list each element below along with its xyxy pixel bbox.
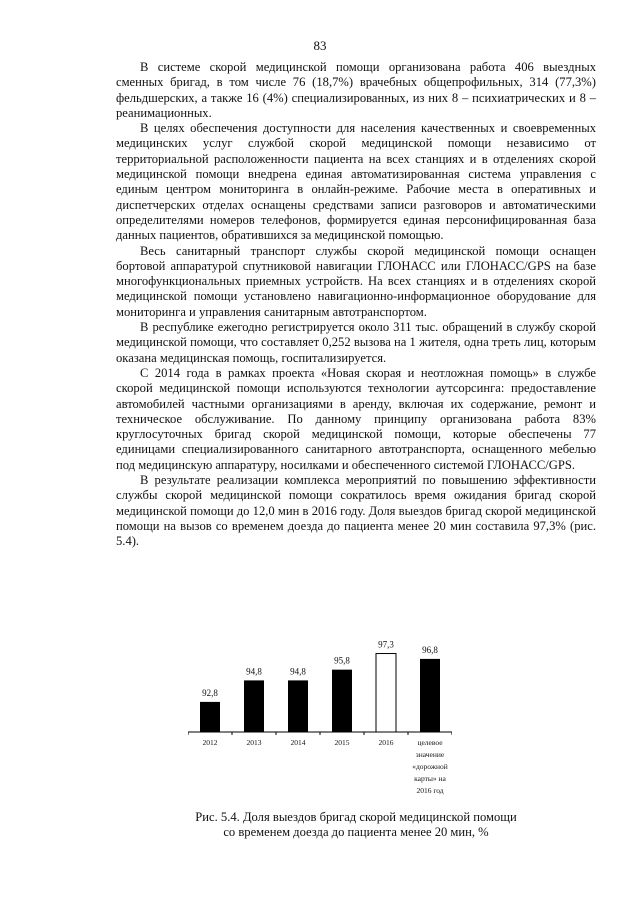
paragraph-results: В результате реализации комплекса мероприятий по повышению эффективности службы скорой медицинской помощи сократилось время ожидания бригад скорой медицинской помощи до 12,0 мин в 2016 году. Доля выездов бригад скорой медицинской помощи на вызов со временем доезда до пациента менее 20 мин составила 97,3% (рис. 5.4). <box>116 473 596 549</box>
category-label-2: 2014 <box>290 738 306 747</box>
category-label-0: 2012 <box>202 738 218 747</box>
body-text <box>116 60 596 550</box>
bar-4 <box>376 654 396 732</box>
figure-caption-line-1: Рис. 5.4. Доля выездов бригад скорой медицинской помощи <box>195 810 517 824</box>
figure-caption <box>116 810 596 841</box>
bar-3 <box>332 670 352 732</box>
bar-value-label-4: 97,3 <box>378 639 394 650</box>
paragraph-automation: В целях обеспечения доступности для населения качественных и своевременных медицинских услуг службой скорой медицинской помощи независимо от территориальной расположенности пациента на всех станциях и в отделениях скорой медицинской помощи внедрена единая автоматизированная система управления с единым центром мониторинга в онлайн-режиме. Рабочие места в оперативных и диспетчерских отделах оснащены средствами записи разговоров и автоматическими определителями номеров телефонов, формируется единая персонифицированная база данных пациентов, обратившихся за медицинской помощью. <box>116 121 596 243</box>
figure-caption-line-2: со временем доезда до пациента менее 20 мин, % <box>223 825 489 840</box>
bar-chart-svg <box>188 622 452 802</box>
bar-value-label-5: 96,8 <box>422 644 438 655</box>
bar-chart <box>188 622 452 802</box>
category-label-3: 2015 <box>334 738 350 747</box>
page-number: 83 <box>313 38 327 53</box>
bar-2 <box>288 680 308 732</box>
bar-5 <box>420 659 440 732</box>
bar-value-label-1: 94,8 <box>246 666 262 677</box>
category-label-4: 2016 <box>378 738 394 747</box>
category-label-1: 2013 <box>246 738 262 747</box>
bar-value-label-2: 94,8 <box>290 666 306 677</box>
bar-1 <box>244 680 264 732</box>
paragraph-outsourcing: С 2014 года в рамках проекта «Новая скорая и неотложная помощь» в службе скорой медицинской помощи используются технологии аутсорсинга: предоставление автомобилей частными организациями в аренду, включая их содержание, ремонт и техническое обслуживание. По данному принципу организована работа 83% круглосуточных бригад скорой медицинской помощи, которые обеспечены 77 единицами специализированного санитарного автотранспорта, оснащенного мебелью под медицинскую аппаратуру, носилками и обеспеченного системой ГЛОНАСС/GPS. <box>116 365 596 472</box>
bar-value-label-0: 92,8 <box>202 687 218 698</box>
paragraph-brigades: В системе скорой медицинской помощи организована работа 406 выездных сменных бригад, в том числе 76 (18,7%) врачебных общепрофильных, 314 (77,3%) фельдшерских, а также 16 (4%) специализированных, из них 8 – психиатрических и 8 – реанимационных. <box>116 60 596 120</box>
bar-value-label-3: 95,8 <box>334 655 350 666</box>
category-label-5: целевое значение «дорожной карты» на 2016 год <box>412 738 448 795</box>
paragraph-calls: В республике ежегодно регистрируется около 311 тыс. обращений в службу скорой медицинской помощи, что составляет 0,252 вызова на 1 жителя, одна треть лиц, которым оказана медицинская помощь, госпитализируется. <box>116 320 596 365</box>
bar-0 <box>200 702 220 732</box>
paragraph-navigation: Весь санитарный транспорт службы скорой медицинской помощи оснащен бортовой аппаратурой спутниковой навигации ГЛОНАСС или ГЛОНАСС/GPS на базе многофункциональных приемных устройств. На всех станциях и в отделениях скорой медицинской помощи установлено навигационно-информационное оборудование для мониторинга и управления санитарным автотранспортом. <box>116 243 596 319</box>
